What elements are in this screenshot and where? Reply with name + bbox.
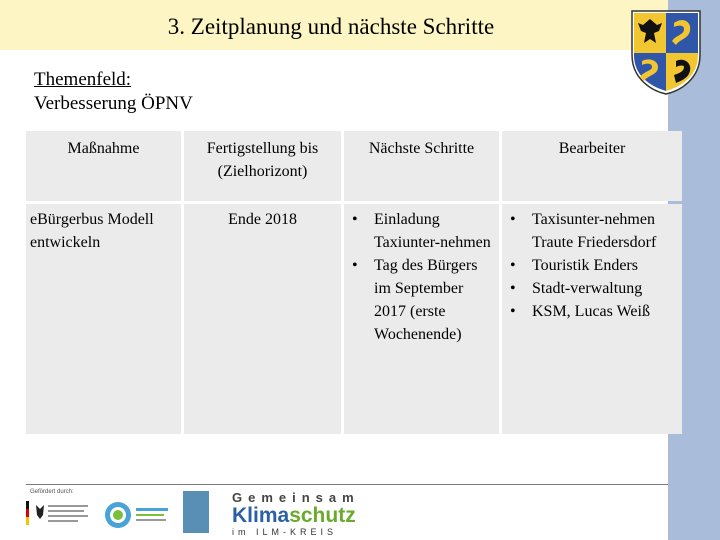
editor-item: • KSM, Lucas Weiß bbox=[502, 300, 680, 323]
cell-deadline: Ende 2018 bbox=[184, 204, 341, 434]
cell-next-steps bbox=[344, 204, 499, 434]
header-next-steps: Nächste Schritte bbox=[344, 131, 499, 201]
next-step-item: • Einladung Taxiunter-nehmen bbox=[344, 208, 497, 254]
logo-top-text: Gemeinsam bbox=[232, 490, 360, 505]
logo-klima: Klima bbox=[232, 504, 290, 527]
slide-title: 3. Zeitplanung und nächste Schritte bbox=[167, 14, 495, 39]
editor-item: • Touristik Enders bbox=[502, 254, 680, 277]
header-measure: Maßnahme bbox=[26, 131, 181, 201]
schedule-table bbox=[26, 131, 682, 434]
editor-item: • Stadt-verwaltung bbox=[502, 277, 680, 300]
climate-initiative-logo-icon bbox=[104, 500, 174, 530]
logo-schutz: schutz bbox=[289, 504, 356, 527]
next-step-item: • Tag des Bürgers im September 2017 (erste Wochenende) bbox=[344, 254, 497, 346]
wind-turbine-photo bbox=[183, 491, 209, 533]
cell-measure: eBürgerbus Modell entwickeln bbox=[26, 204, 181, 434]
header-deadline: Fertigstellung bis (Zielhorizont) bbox=[184, 131, 341, 201]
topic-text: Verbesserung ÖPNV bbox=[34, 93, 193, 114]
logo-main-text bbox=[232, 505, 372, 526]
funded-by-label: Gefördert durch: bbox=[30, 489, 74, 495]
federal-ministry-logo-icon bbox=[26, 497, 92, 531]
topic-heading: Themenfeld: bbox=[34, 69, 132, 90]
logo-bottom-text: im ILM-KREIS bbox=[232, 527, 338, 537]
gemeinsam-klimaschutz-logo bbox=[232, 491, 372, 538]
header-editors: Bearbeiter bbox=[502, 131, 682, 201]
cell-editors bbox=[502, 204, 682, 434]
coat-of-arms-icon bbox=[630, 9, 702, 95]
editor-item: • Taxisunter-nehmen Traute Friedersdorf bbox=[502, 208, 680, 254]
topic-block bbox=[34, 68, 193, 116]
footer-divider bbox=[26, 484, 668, 485]
